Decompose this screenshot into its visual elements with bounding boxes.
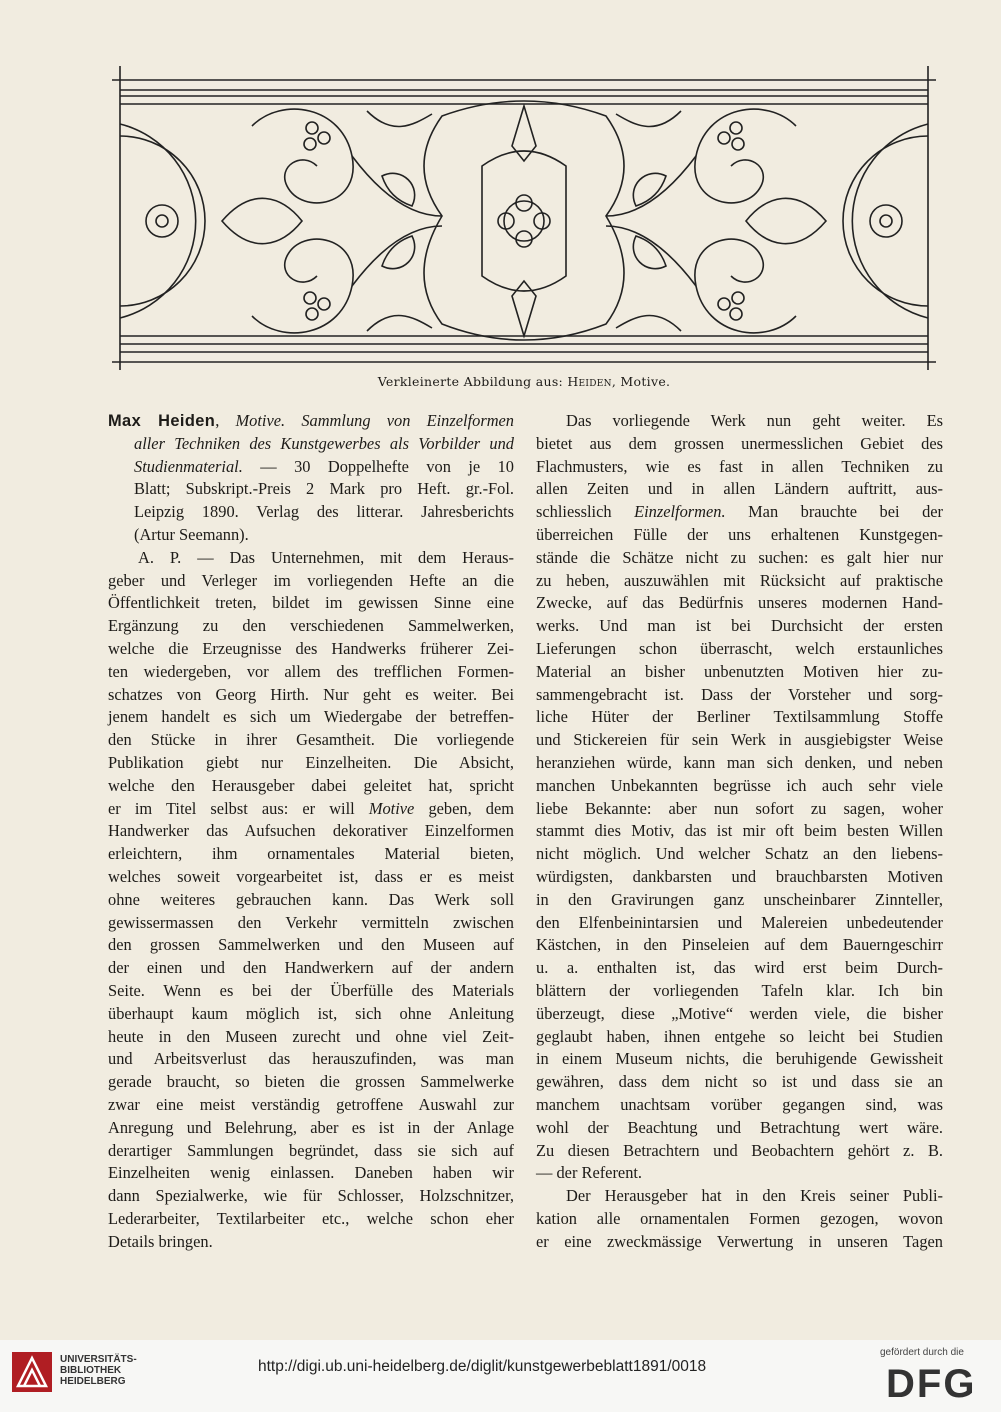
text-line (108, 1140, 514, 1163)
line-text: Ergänzung zu den verschiedenen Sammelwerken, (108, 616, 514, 636)
text-line (108, 433, 514, 456)
text-line (536, 410, 943, 433)
text-line (108, 1048, 514, 1071)
line-text: er im Titel selbst aus: er will (108, 798, 369, 818)
text-line (108, 775, 514, 798)
text-line (536, 1117, 943, 1140)
text-line (108, 1185, 514, 1208)
text-line (536, 1162, 943, 1185)
line-text: Material an bisher unbenutzten Motiven hier zu- (536, 661, 943, 681)
library-line-2: BIBLIOTHEK (60, 1365, 122, 1376)
italic-text: Einzelformen. (634, 502, 726, 522)
text-line (536, 798, 943, 821)
line-text: allen Zeiten und in allen Ländern auftritt, aus- (536, 479, 943, 499)
right-column (536, 410, 943, 1253)
line-text: Handwerker das Aufsuchen dekorativer Einzelformen (108, 821, 514, 841)
line-text: Öffentlichkeit treten, bildet im gewissen Sinne eine (108, 593, 514, 613)
line-text: Der Herausgeber hat in den Kreis seiner Publi- (566, 1186, 943, 1206)
line-text: Details bringen. (108, 1231, 213, 1251)
text-line (536, 456, 943, 479)
line-text: wohl der Beachtung und Betrachtung wert wäre. (536, 1117, 943, 1137)
text-line (108, 501, 514, 524)
line-text: werks. Und man ist bei Durchsicht der ersten (536, 616, 943, 636)
text-line (108, 934, 514, 957)
text-line (108, 1003, 514, 1026)
italic-text: Studienmaterial. (134, 456, 243, 476)
source-url-link[interactable]: http://digi.ub.uni-heidelberg.de/diglit/kunstgewerbeblatt1891/0018 (258, 1358, 707, 1375)
line-text: den grossen Sammelwerken und den Museen auf (108, 935, 514, 955)
library-line-3: HEIDELBERG (60, 1376, 126, 1387)
line-text: Lieferungen schon überrascht, welch erstaunliches (536, 638, 943, 658)
line-text: überzeugt, diese „Motive“ werden viele, die bisher (536, 1003, 943, 1023)
line-text: u. a. enthalten ist, das wird erst beim Durch- (536, 958, 943, 978)
university-library-logo (10, 1350, 54, 1394)
line-text: der einen und den Handwerkern auf der andern (108, 958, 514, 978)
line-text: Einzelheiten wenig einlassen. Daneben haben wir (108, 1163, 514, 1183)
line-text: welche den Herausgeber dabei geleitet hat, spricht (108, 775, 514, 795)
line-text: ohne weiteres gebrauchen kann. Das Werk soll (108, 889, 514, 909)
text-line (108, 752, 514, 775)
line-text: Seite. Wenn es bei der Überfülle des Materials (108, 980, 514, 1000)
text-line (108, 1162, 514, 1185)
text-line (108, 729, 514, 752)
text-line (536, 661, 943, 684)
text-line (108, 570, 514, 593)
line-text: er eine zweckmässige Verwertung in unseren Tagen (536, 1231, 943, 1251)
line-text: ten wiedergeben, vor allem des trefflichen Formen- (108, 661, 514, 681)
text-line (536, 775, 943, 798)
line-text: gewissermassen den Verkehr vermitteln zwischen (108, 912, 514, 932)
text-line (536, 1026, 943, 1049)
library-name (60, 1354, 137, 1387)
line-text: und Arbeitsverlust das herauszufinden, was man (108, 1049, 514, 1069)
line-text: sammengebracht ist. Dass der Vorsteher und sorg- (536, 684, 943, 704)
line-text: derartiger Sammlungen begründet, dass sie sich auf (108, 1140, 514, 1160)
text-line (536, 1185, 943, 1208)
line-text: , (215, 411, 236, 430)
text-line (536, 752, 943, 775)
text-line (108, 456, 514, 479)
line-text: zwar eine meist verständig getroffene Auswahl zur (108, 1094, 514, 1114)
text-line (108, 547, 514, 570)
text-line (536, 729, 943, 752)
line-text: Das vorliegende Werk nun geht weiter. Es (566, 411, 943, 430)
line-text: A. P. — Das Unternehmen, mit dem Heraus- (138, 547, 514, 567)
text-line (108, 706, 514, 729)
line-text: schatzes von Georg Hirth. Nur geht es weiter. Bei (108, 684, 514, 704)
line-text: (Artur Seemann). (134, 524, 249, 544)
text-line (536, 912, 943, 935)
line-text: in den Gravirungen ganz unscheinbarer Zinnteller, (536, 889, 943, 909)
line-text: dann Spezialwerke, wie für Schlosser, Holzschnitzer, (108, 1186, 514, 1206)
line-text: heranziehen würde, kann man sich denken, und neben (536, 752, 943, 772)
text-line (108, 1208, 514, 1231)
line-text: bietet aus dem grossen unermesslichen Gebiet des (536, 433, 943, 453)
line-text: — 30 Doppelhefte von je 10 (242, 456, 514, 476)
line-text: überhaupt kaum möglich ist, sich ohne Anleitung (108, 1003, 514, 1023)
text-line (536, 684, 943, 707)
text-line (108, 1094, 514, 1117)
text-line (536, 957, 943, 980)
text-line (536, 547, 943, 570)
left-column (108, 410, 514, 1253)
italic-text: Motive (368, 798, 415, 818)
text-line (536, 1208, 943, 1231)
line-text: zu heben, auszuwählen mit Rücksicht auf praktische (536, 570, 943, 590)
text-line (536, 615, 943, 638)
line-text: Man brauchte bei der (725, 502, 944, 522)
line-text: liche Hüter der Berliner Textilsammlung Stoffe (536, 707, 943, 727)
text-line (536, 1071, 943, 1094)
text-line (108, 1117, 514, 1140)
text-line (536, 1003, 943, 1026)
line-text: blättern der vorliegenden Tafeln klar. Ich bin (536, 980, 943, 1000)
text-line (536, 501, 943, 524)
text-line (108, 684, 514, 707)
text-line (536, 478, 943, 501)
line-text: nicht möglich. Und welcher Schatz an den liebens- (536, 844, 943, 864)
caption-suffix: , Motive. (611, 374, 671, 389)
text-line (108, 912, 514, 935)
text-line (108, 478, 514, 501)
text-line (536, 866, 943, 889)
line-text: Zwecke, auf das Bedürfnis unseres modernen Hand- (536, 593, 943, 613)
funding-note: gefördert durch die (880, 1347, 964, 1358)
line-text: kation alle ornamentalen Formen gezogen, wovon (536, 1208, 943, 1228)
line-text: liebe Bekannte: aber nun sofort zu sagen, woher (536, 798, 943, 818)
line-text: jenem handelt es sich um Wiedergabe der betreffen- (108, 707, 514, 727)
text-line (108, 638, 514, 661)
line-text: heute in den Museen zurecht und ohne viel Zeit- (108, 1026, 514, 1046)
line-text: den Stücke in ihrer Gesamtheit. Die vorliegende (108, 730, 514, 750)
text-line (536, 889, 943, 912)
text-line (108, 843, 514, 866)
text-line (108, 524, 514, 547)
text-line (108, 615, 514, 638)
line-text: Anregung und Belehrung, aber es ist in der Anlage (108, 1117, 514, 1137)
line-text: Publikation giebt nur Einzelheiten. Die Absicht, (108, 752, 514, 772)
line-text: den Elfenbeinintarsien und Malereien unbedeutender (536, 912, 943, 932)
line-text: welches soweit vorgearbeitet ist, dass er es meist (108, 866, 514, 886)
dfg-logo: DFG (886, 1362, 977, 1406)
line-text: Blatt; Subskript.-Preis 2 Mark pro Heft. gr.-Fol. (134, 479, 514, 499)
line-text: Flachmusters, wie es fast in allen Techniken zu (536, 456, 943, 476)
text-line (536, 570, 943, 593)
line-text: erleichtern, ihm ornamentales Material bieten, (108, 844, 514, 864)
text-line (108, 661, 514, 684)
text-line (108, 592, 514, 615)
text-line (536, 1094, 943, 1117)
line-text: manchen Unbekannten begrüsse ich auch sehr viele (536, 775, 943, 795)
line-text: Leipzig 1890. Verlag des litterar. Jahresberichts (134, 502, 514, 522)
line-text: geben, dem (414, 798, 515, 818)
line-text: — der Referent. (536, 1163, 643, 1183)
text-line (108, 798, 514, 821)
line-text: Lederarbeiter, Textilarbeiter etc., welche schon eher (108, 1208, 514, 1228)
text-line (108, 410, 514, 433)
footer (0, 1340, 1001, 1412)
text-line (108, 866, 514, 889)
text-line (108, 889, 514, 912)
text-line (536, 592, 943, 615)
text-line (536, 638, 943, 661)
text-line (536, 843, 943, 866)
figure-caption (112, 374, 936, 389)
author-name: Max Heiden (108, 412, 216, 430)
line-text: stände die Schätze nicht zu suchen: es galt hier nur (536, 547, 943, 567)
text-line (108, 980, 514, 1003)
italic-text: aller Techniken des Kunstgewerbes als Vorbilder und (134, 433, 514, 453)
text-line (536, 1048, 943, 1071)
caption-prefix: Verkleinerte Abbildung aus: (377, 374, 564, 389)
text-line (536, 934, 943, 957)
line-text: gewähren, dass dem nicht so ist und dass sie an (536, 1072, 943, 1092)
line-text: geglaubt haben, ihnen entgehe so leicht bei Studien (536, 1026, 943, 1046)
line-text: Zu diesen Betrachtern und Beobachtern gehört z. B. (536, 1140, 943, 1160)
text-line (108, 820, 514, 843)
line-text: geber und Verleger im vorliegenden Hefte an die (108, 570, 514, 590)
line-text: stammt dies Motiv, das ist mir oft beim besten Willen (536, 821, 943, 841)
text-line (108, 1026, 514, 1049)
text-line (536, 820, 943, 843)
text-line (536, 433, 943, 456)
library-line-1: UNIVERSITÄTS- (60, 1354, 137, 1365)
text-line (108, 1231, 514, 1254)
line-text: gerade braucht, so bieten die grossen Sammelwerke (108, 1072, 514, 1092)
text-line (536, 706, 943, 729)
line-text: welche die Erzeugnisse des Handwerks früherer Zei- (108, 638, 514, 658)
line-text: würdigsten, dankbarsten und brauchbarsten Motiven (536, 866, 943, 886)
text-line (536, 1140, 943, 1163)
caption-author: Heiden (567, 374, 612, 389)
ornament-illustration (112, 66, 936, 374)
line-text: überreichen Fülle der uns erhaltenen Kunstgegen- (536, 524, 943, 544)
text-line (536, 980, 943, 1003)
line-text: in einem Museum nichts, die beruhigende Gewissheit (536, 1049, 943, 1069)
italic-text: Motive. Sammlung von Einzelformen (235, 411, 515, 430)
text-line (108, 957, 514, 980)
text-line (536, 524, 943, 547)
text-line (536, 1231, 943, 1254)
line-text: und Stickereien für sein Werk in ausgiebigster Weise (536, 730, 943, 750)
line-text: Kästchen, in den Pinseleien auf dem Bauerngeschirr (536, 935, 943, 955)
line-text: schliesslich (536, 502, 635, 522)
text-line (108, 1071, 514, 1094)
line-text: manchem unachtsam vorüber gegangen sind, was (536, 1094, 943, 1114)
